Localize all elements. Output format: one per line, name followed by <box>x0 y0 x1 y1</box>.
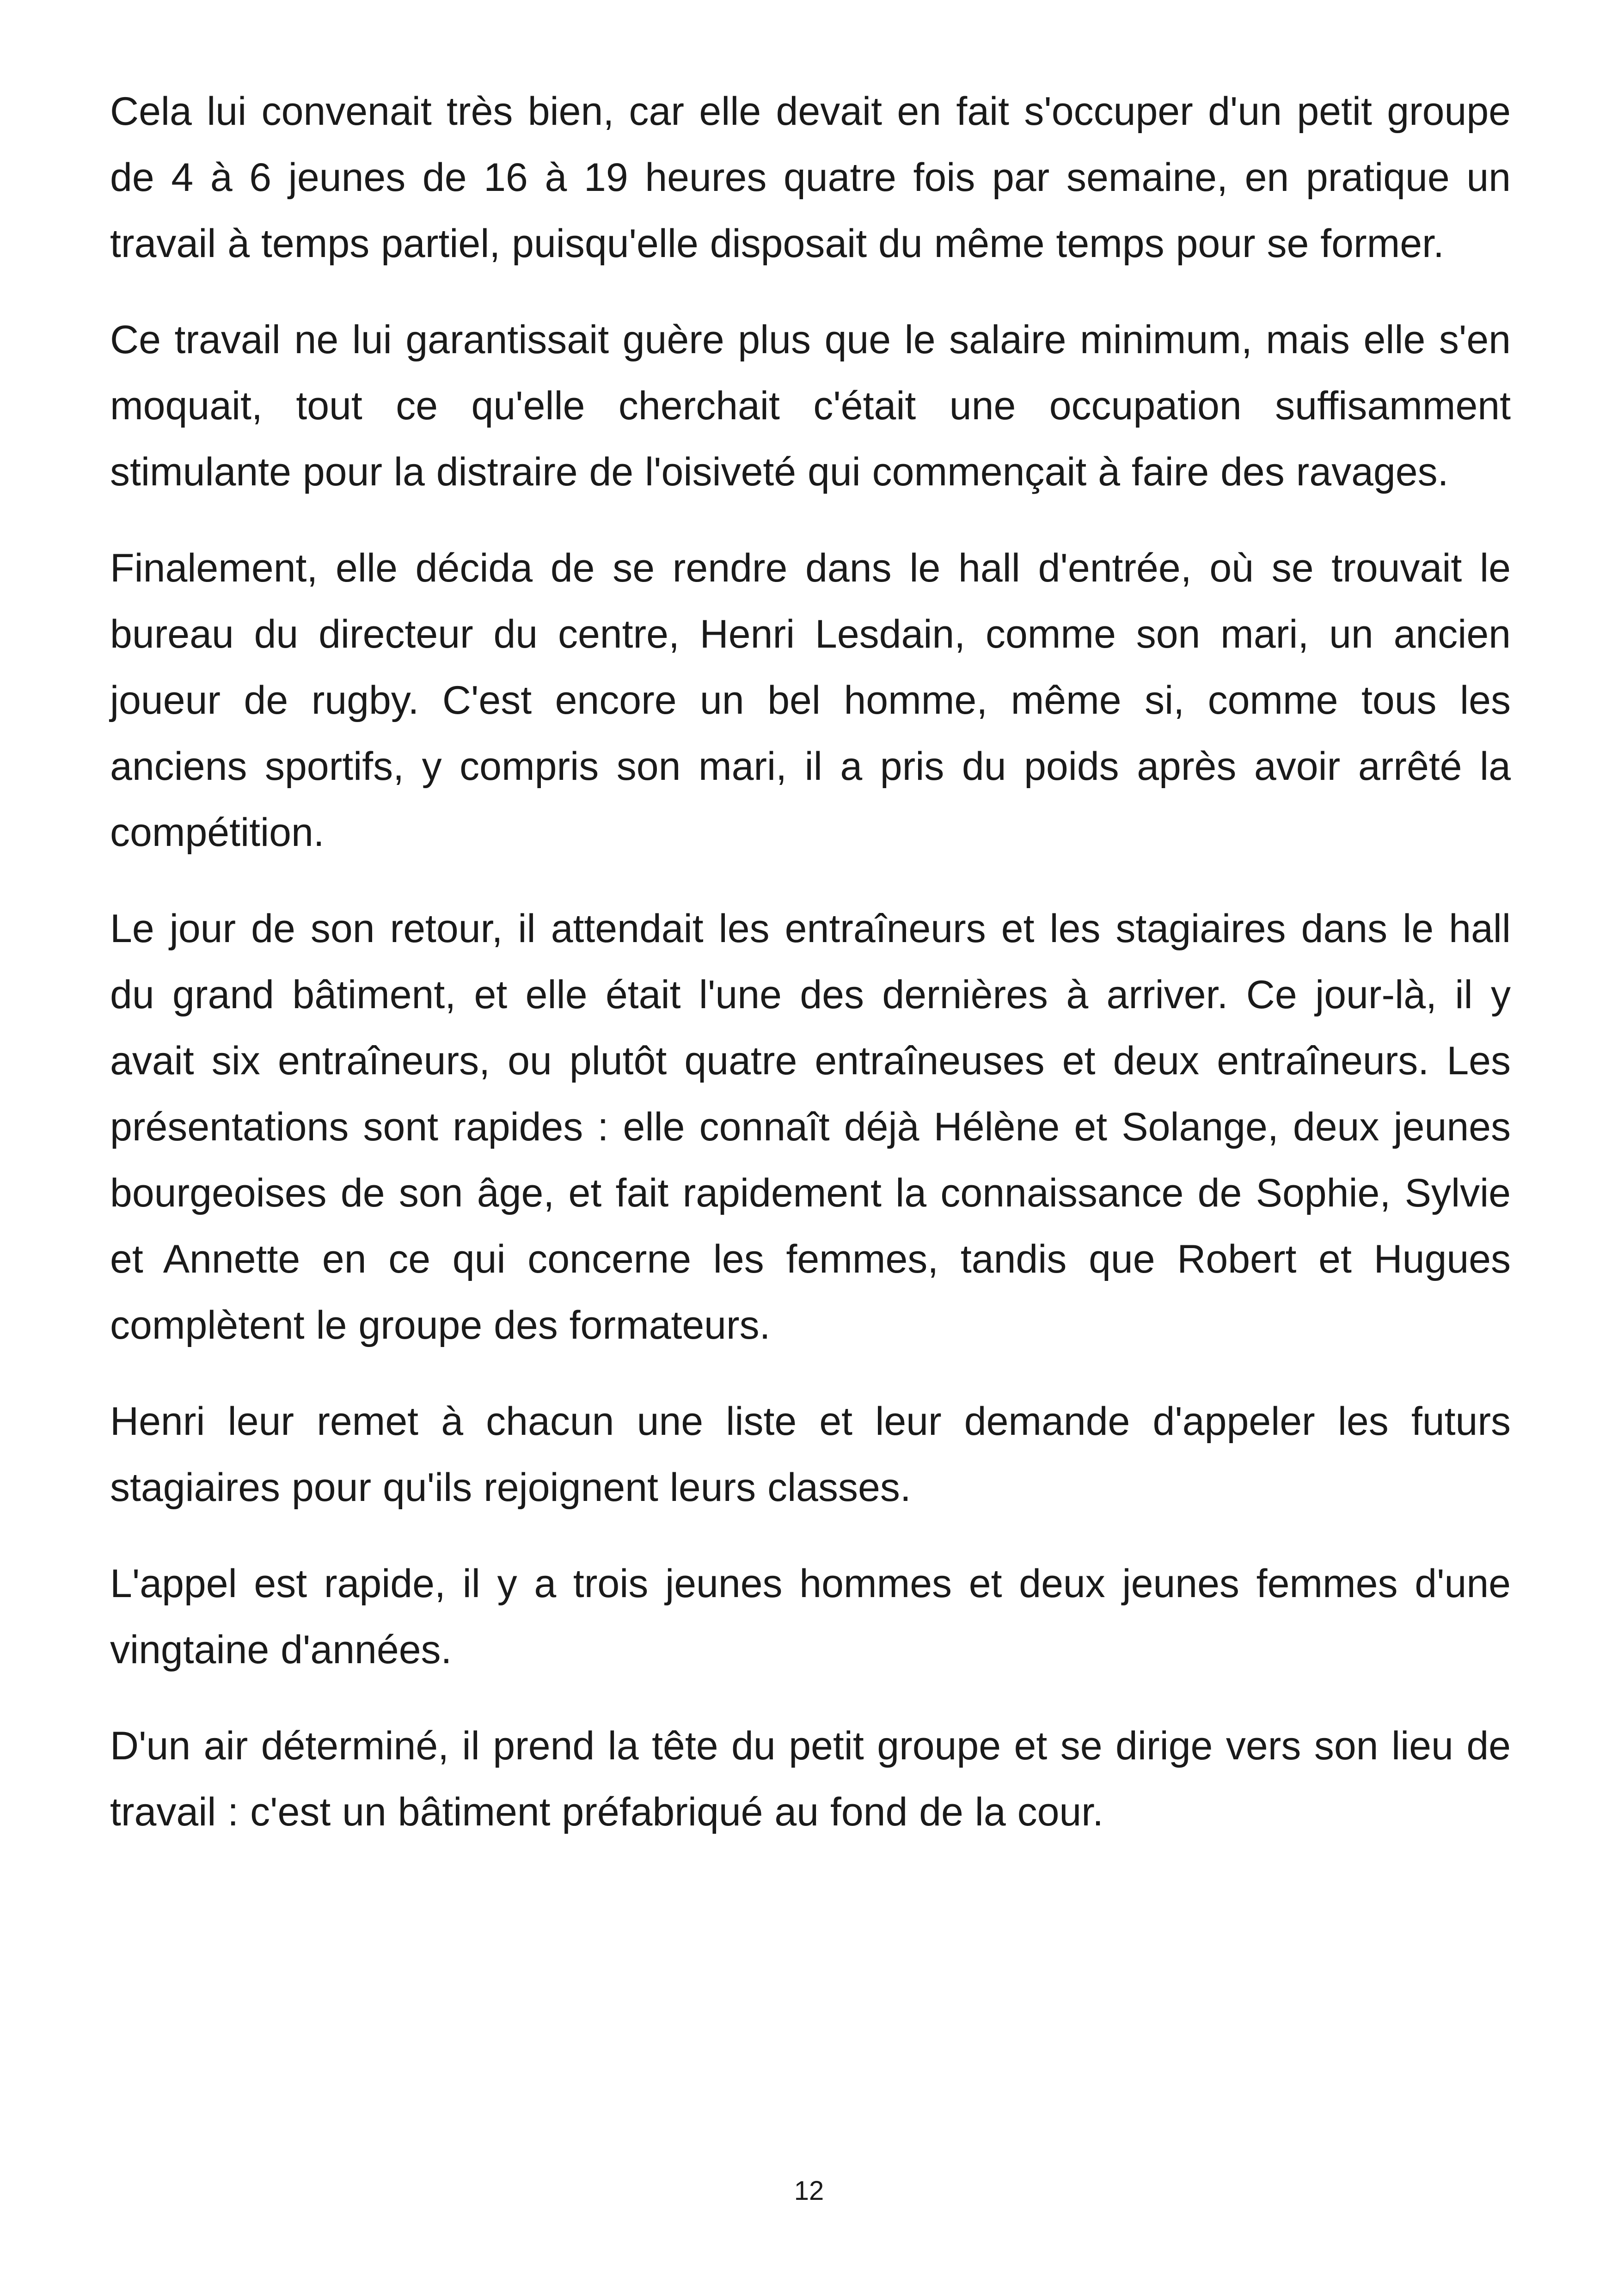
paragraph-2: Ce travail ne lui garantissait guère plus que le salaire minimum, mais elle s'en moquait, tout ce qu'elle cherchait c'était une occupation suffisamment stimulante pour la distraire de l'oisiveté qui commençait à faire des ravages. <box>110 318 1511 494</box>
paragraph-5: Henri leur remet à chacun une liste et leur demande d'appeler les futurs stagiaires pour qu'ils rejoignent leurs classes. <box>110 1399 1511 1510</box>
page-number: 12 <box>794 2176 824 2206</box>
body-text <box>110 79 1511 1875</box>
paragraph-6: L'appel est rapide, il y a trois jeunes hommes et deux jeunes femmes d'une vingtaine d'années. <box>110 1561 1511 1672</box>
paragraph-1: Cela lui convenait très bien, car elle devait en fait s'occuper d'un petit groupe de 4 à 6 jeunes de 16 à 19 heures quatre fois par semaine, en pratique un travail à temps partiel, puisqu'elle disposait du même temps pour se former. <box>110 89 1511 266</box>
paragraph-3: Finalement, elle décida de se rendre dans le hall d'entrée, où se trouvait le bureau du directeur du centre, Henri Lesdain, comme son mari, un ancien joueur de rugby. C'est encore un bel homme, même si, comme tous les anciens sportifs, y compris son mari, il a pris du poids après avoir arrêté la compétition. <box>110 546 1511 855</box>
paragraph-4: Le jour de son retour, il attendait les entraîneurs et les stagiaires dans le hall du grand bâtiment, et elle était l'une des dernières à arriver. Ce jour-là, il y avait six entraîneurs, ou plutôt quatre entraîneuses et deux entraîneurs. Les présentations sont rapides : elle connaît déjà Hélène et Solange, deux jeunes bourgeoises de son âge, et fait rapidement la connaissance de Sophie, Sylvie et Annette en ce qui concerne les femmes, tandis que Robert et Hugues complètent le groupe des formateurs. <box>110 906 1511 1347</box>
paragraph-7: D'un air déterminé, il prend la tête du petit groupe et se dirige vers son lieu de travail : c'est un bâtiment préfabriqué au fond de la cour. <box>110 1724 1511 1834</box>
